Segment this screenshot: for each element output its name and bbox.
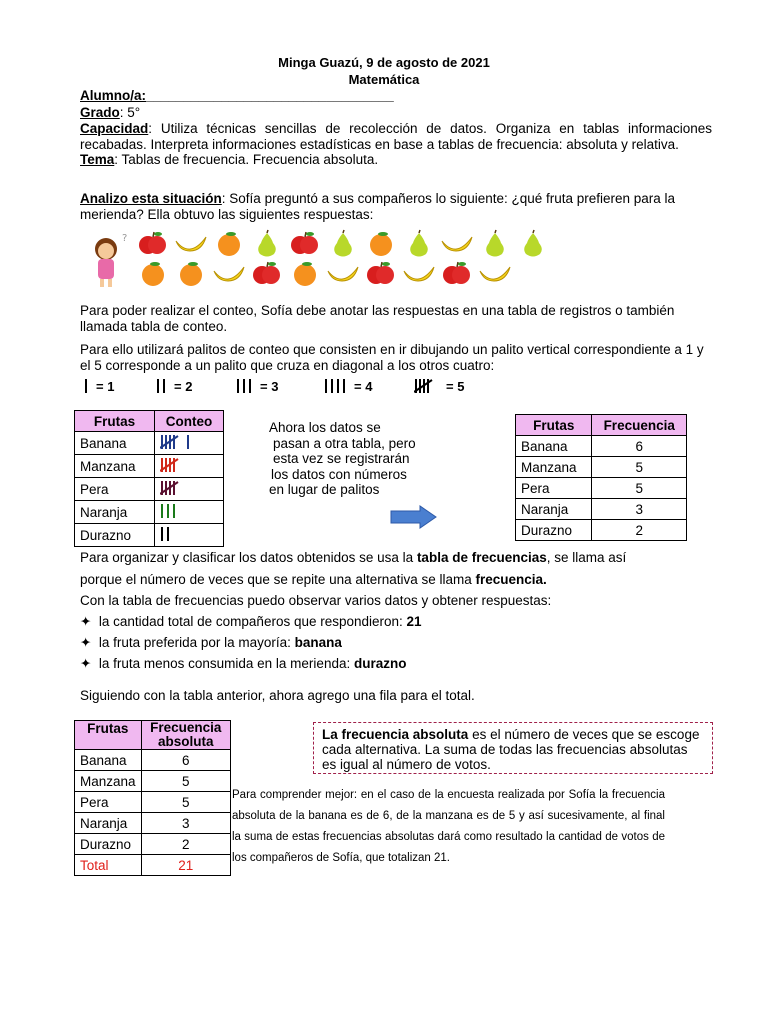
freq-header-frecuencia: Frecuencia (592, 415, 687, 436)
four-point-star-icon: ✦ (80, 635, 92, 650)
right-arrow-icon (390, 505, 438, 529)
apple-icon (362, 259, 400, 287)
freq-value: 3 (592, 499, 687, 520)
orange-icon (286, 259, 324, 287)
abs-fruit: Pera (75, 792, 142, 813)
abs-row (75, 813, 231, 834)
abs-row (75, 771, 231, 792)
definition-bold: La frecuencia absoluta (322, 727, 469, 742)
four-point-star-icon: ✦ (80, 614, 92, 629)
conteo-fruit: Pera (75, 478, 155, 501)
absolute-frequency-table (74, 720, 231, 876)
bullet-bold: banana (294, 635, 342, 650)
comprender-paragraph: Para comprender mejor: en el caso de la encuesta realizada por Sofía la frecuencia absoluta de la banana es de 6, de la manzana es de 5 y así sucesivamente, al final la suma de estas frecuencias absolutas dará como resultado la cantidad de votos de los compañeros de Sofía, que totalizan 21. (232, 789, 665, 864)
alumno-line: _________________________________ (146, 88, 394, 103)
bullet-text: la fruta menos consumida en la merienda: (98, 656, 354, 671)
bullet-item (80, 635, 422, 656)
freq-value: 6 (592, 436, 687, 457)
tally-legend-label: = 2 (174, 378, 193, 394)
tema-label: Tema (80, 152, 115, 167)
conteo-row (75, 432, 224, 455)
tally-legend-item (156, 377, 192, 395)
abs-fruit: Manzana (75, 771, 142, 792)
conteo-header-conteo: Conteo (154, 411, 223, 432)
four-point-star-icon: ✦ (80, 656, 92, 671)
total-intro: Siguiendo con la tabla anterior, ahora agrego una fila para el total. (80, 688, 475, 703)
tally-marks (84, 377, 94, 395)
freq-value: 2 (592, 520, 687, 541)
banana-icon (476, 259, 514, 287)
explain-line-1 (80, 550, 626, 566)
alumno-row (80, 88, 394, 104)
grado-label: Grado (80, 105, 120, 120)
tema-text: : Tablas de frecuencia. Frecuencia absoluta. (114, 152, 379, 167)
explain-text: , se llama así (546, 550, 627, 565)
apple-icon (134, 229, 172, 257)
bullet-list (80, 614, 422, 677)
conteo-tally (154, 524, 223, 547)
capacidad-row (80, 121, 712, 153)
conteo-paragraph: Para poder realizar el conteo, Sofía debe anotar las respuestas en una tabla de registros o también llamada tabla de conteo. (80, 303, 675, 334)
freq-row (516, 457, 687, 478)
conteo-row (75, 455, 224, 478)
explain-line-3: Con la tabla de frecuencias puedo observar varios datos y obtener respuestas: (80, 593, 552, 608)
definition-rest: es el número de veces que se escoge cada alternativa. La suma de todas las frecuencias absolutas es igual al número de votos. (322, 727, 700, 772)
pear-icon (400, 229, 438, 257)
palitos-paragraph: Para ello utilizará palitos de conteo que consisten en ir dibujando un palito vertical correspondiente a 1 y el 5 corresponde a un palito que cruza en diagonal a los otros cuatro: (80, 342, 704, 373)
pear-icon (248, 229, 286, 257)
tally-marks (414, 377, 444, 395)
orange-icon (134, 259, 172, 287)
frequency-table (515, 414, 687, 541)
tally-legend-item (84, 377, 114, 395)
orange-icon (362, 229, 400, 257)
apple-icon (248, 259, 286, 287)
middle-line: los datos con números (271, 466, 407, 482)
situation-label: Analizo esta situación (80, 191, 222, 206)
pear-icon (324, 229, 362, 257)
fruit-survey-image (76, 229, 596, 289)
bullet-bold: durazno (353, 656, 407, 671)
abs-value: 3 (141, 813, 230, 834)
alumno-label: Alumno/a: (80, 88, 146, 103)
definition-text (314, 723, 712, 776)
abs-header-frecuencia: Frecuencia absoluta (141, 721, 230, 750)
explain-bold: tabla de frecuencias (416, 550, 547, 565)
bullet-bold: 21 (406, 614, 422, 629)
abs-row (75, 750, 231, 771)
apple-icon (286, 229, 324, 257)
tally-legend-item (414, 377, 464, 395)
middle-line: pasan a otra tabla, pero (273, 435, 416, 451)
tally-marks (160, 433, 196, 451)
abs-value: 5 (141, 771, 230, 792)
abs-fruit: Durazno (75, 834, 142, 855)
abs-row (75, 792, 231, 813)
abs-row (75, 834, 231, 855)
tally-legend-item (324, 377, 372, 395)
apple-icon (438, 259, 476, 287)
capacidad-text: : Utiliza técnicas sencillas de recolección de datos. Organiza en tablas informaciones recabadas. Interpreta informaciones estadísticas en base a tablas de frecuencia: absoluta y relativa. (80, 121, 712, 152)
tally-marks (324, 377, 352, 395)
conteo-row (75, 478, 224, 501)
situation-text: : Sofía preguntó a sus compañeros lo siguiente: ¿qué fruta prefieren para la merienda? Ella obtuvo las siguientes respuestas: (80, 191, 676, 222)
explain-text: porque el número de veces que se repite una alternativa se llama (80, 572, 476, 587)
conteo-row (75, 501, 224, 524)
situation-paragraph (80, 191, 710, 223)
svg-text:?: ? (122, 233, 128, 244)
freq-fruit: Banana (516, 436, 592, 457)
freq-row (516, 436, 687, 457)
conteo-tally (154, 455, 223, 478)
grado-value: : 5° (119, 105, 141, 120)
pear-icon (514, 229, 552, 257)
conteo-fruit: Manzana (75, 455, 155, 478)
bullet-item (80, 614, 422, 635)
abs-total-row (75, 855, 231, 876)
freq-fruit: Pera (516, 478, 592, 499)
fruit-row-2 (134, 259, 514, 287)
tally-legend-label: = 5 (446, 378, 465, 394)
abs-header-frutas: Frutas (75, 721, 142, 750)
conteo-tally (154, 501, 223, 524)
tally-legend-item (236, 377, 278, 395)
freq-row (516, 499, 687, 520)
banana-icon (438, 229, 476, 257)
explain-text: Para organizar y clasificar los datos obtenidos se usa la (80, 550, 417, 565)
bullet-text: la fruta preferida por la mayoría: (98, 635, 295, 650)
banana-icon (400, 259, 438, 287)
abs-value: 2 (141, 834, 230, 855)
conteo-table (74, 410, 224, 547)
orange-icon (210, 229, 248, 257)
freq-row (516, 520, 687, 541)
conteo-header-frutas: Frutas (75, 411, 155, 432)
conteo-tally (154, 432, 223, 455)
freq-value: 5 (592, 478, 687, 499)
conteo-row (75, 524, 224, 547)
banana-icon (210, 259, 248, 287)
abs-fruit: Naranja (75, 813, 142, 834)
freq-value: 5 (592, 457, 687, 478)
abs-fruit: Banana (75, 750, 142, 771)
tally-legend (84, 377, 484, 399)
explain-bold: frecuencia. (475, 572, 547, 587)
tally-legend-label: = 3 (260, 378, 279, 394)
banana-icon (324, 259, 362, 287)
middle-line: en lugar de palitos (269, 482, 380, 497)
abs-value: 6 (141, 750, 230, 771)
tally-legend-label: = 4 (354, 378, 373, 394)
pear-icon (476, 229, 514, 257)
definition-box (313, 722, 713, 774)
conteo-fruit: Durazno (75, 524, 155, 547)
tally-marks (156, 377, 172, 395)
tally-marks (160, 479, 190, 497)
abs-total-value: 21 (141, 855, 230, 876)
conteo-fruit: Banana (75, 432, 155, 455)
grado-row (80, 105, 140, 121)
explain-line-2 (80, 572, 547, 588)
freq-row (516, 478, 687, 499)
middle-explanation (265, 420, 416, 498)
abs-total-label: Total (75, 855, 142, 876)
banana-icon (172, 229, 210, 257)
tally-marks (160, 456, 190, 474)
fruit-row-1 (134, 229, 552, 257)
freq-fruit: Manzana (516, 457, 592, 478)
middle-line: esta vez se registrarán (273, 451, 410, 466)
subject-title: Matemática (348, 72, 420, 87)
conteo-tally (154, 478, 223, 501)
conteo-fruit: Naranja (75, 501, 155, 524)
bullet-text: la cantidad total de compañeros que respondieron: (98, 614, 407, 629)
orange-icon (172, 259, 210, 287)
freq-fruit: Durazno (516, 520, 592, 541)
abs-value: 5 (141, 792, 230, 813)
bullet-item (80, 656, 422, 677)
tally-legend-label: = 1 (96, 378, 115, 394)
tally-marks (160, 525, 176, 543)
middle-line: Ahora los datos se (269, 420, 381, 435)
tema-row (80, 152, 378, 168)
freq-header-frutas: Frutas (516, 415, 592, 436)
tally-marks (236, 377, 258, 395)
tally-marks (160, 502, 182, 520)
freq-fruit: Naranja (516, 499, 592, 520)
place-date: Minga Guazú, 9 de agosto de 2021 (278, 55, 490, 70)
capacidad-label: Capacidad (80, 121, 149, 136)
